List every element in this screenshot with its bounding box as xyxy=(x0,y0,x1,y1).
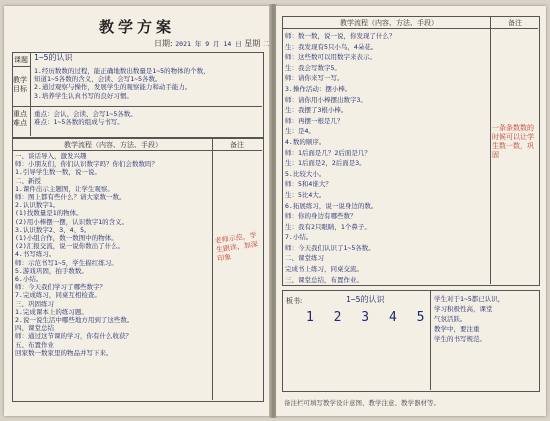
process-line: 师：请你来写一写。 xyxy=(285,74,344,83)
process-line: 师：请你用小棒摆出数字3。 xyxy=(285,95,367,104)
process-line: 完成书上练习，同桌交流。 xyxy=(285,265,363,274)
key-label: 重点难点 xyxy=(13,110,27,127)
process-line: 6.拓展练习，说一说身边的数。 xyxy=(285,201,378,210)
board-title: 1~5的认识 xyxy=(346,295,385,304)
reflection-line: 教学中，要注重 xyxy=(434,325,480,333)
process-line: (1)找数量是1的物体。 xyxy=(15,209,83,218)
process-header-divider xyxy=(12,150,262,151)
reflection-text xyxy=(434,294,536,344)
reflection-line: 气氛活跃。 xyxy=(434,315,467,323)
process-line: 二、新授 xyxy=(15,176,41,185)
process-line: 师：再摆一根是几？ xyxy=(285,116,344,125)
row-divider xyxy=(12,106,262,107)
goal-line: 1.经历数数的过程，能正确地数出数量是1~5的物体的个数， xyxy=(34,67,210,75)
notes-header: 备注 xyxy=(230,141,244,149)
board-reflection-divider xyxy=(430,290,431,390)
left-page xyxy=(4,6,270,416)
key-line: 难点：1~5各数的组成与书写。 xyxy=(34,118,124,127)
goal-line: 3.培养学生认真书写的良好习惯。 xyxy=(34,91,133,100)
process-line: 生：我摆了3根小棒。 xyxy=(285,106,348,115)
right-process-header: 教学流程（内容、方法、手段） xyxy=(340,19,438,27)
process-line: 3.认识数字2、3、4、5。 xyxy=(15,225,91,234)
process-line: 生：是4。 xyxy=(285,127,315,136)
process-line: 生：5比4大。 xyxy=(285,190,326,199)
process-line: 师：小朋友们，你们认识数字吗？你们会数数吗？ xyxy=(15,160,158,169)
topic-label: 课题 xyxy=(14,56,28,64)
page-title: 教学方案 xyxy=(99,18,176,36)
process-line: 2.说一说生活中哪些地方用到了这些数。 xyxy=(15,316,134,325)
process-line: (2)用小棒摆一摆，认识数字1的含义。 xyxy=(15,217,129,226)
right-notes-header: 备注 xyxy=(508,19,522,27)
process-line: 师：1后面是几？2后面是几？ xyxy=(285,148,371,157)
process-line: 师：通过这节课的学习，你有什么收获？ xyxy=(15,332,132,341)
key-text xyxy=(34,110,260,126)
key-line: 重点：会认、会读、会写1~5各数。 xyxy=(34,110,137,118)
process-line: 三、课堂总结，布置作业。 xyxy=(285,275,363,284)
goal-line: 2.通过观察与操作，发展学生的观察能力和动手能力。 xyxy=(34,83,192,92)
page-footer-note: 备注栏可填写教学设计意图、教学注意、教学器材等。 xyxy=(284,399,440,407)
process-line: 5.比较大小。 xyxy=(285,169,326,178)
right-page xyxy=(276,6,546,416)
goals-text xyxy=(34,67,260,100)
process-line: 师：今天我们学习了哪些数字？ xyxy=(15,283,106,292)
process-content xyxy=(15,152,211,357)
process-line: 1.引导学生数一数，说一说。 xyxy=(15,168,101,177)
board-label: 板书: xyxy=(286,297,303,305)
process-line: 五、布置作业 xyxy=(15,340,54,349)
right-header-divider xyxy=(282,28,538,29)
process-line: 7.小结。 xyxy=(285,233,313,242)
topic-value: 1~5的认识 xyxy=(34,53,73,62)
process-line: 师：示范书写1~5，学生描红练习。 xyxy=(15,258,118,267)
process-line: 师：今天我们认识了1~5各数。 xyxy=(285,243,375,252)
process-line: 5.游戏巩固，拍手数数。 xyxy=(15,266,88,275)
board-numbers: 1 2 3 4 5 xyxy=(306,310,431,325)
notes-column-divider xyxy=(212,138,213,400)
process-line: 生：我发现有5只小鸟，4朵花。 xyxy=(285,42,378,51)
goal-line: 知道1~5各数的含义，会读、会写1~5各数。 xyxy=(34,75,162,84)
process-header: 教学流程（内容、方法、手段） xyxy=(64,141,162,149)
process-line: 2.认识数字1。 xyxy=(15,201,60,210)
process-line: 师：图上都有些什么？请大家数一数。 xyxy=(15,193,126,202)
process-line: 1.完成课本上的练习题。 xyxy=(15,307,88,316)
right-process-content xyxy=(285,31,489,285)
process-line: 三、巩固练习 xyxy=(15,299,54,308)
process-line: 师：这些数可以用数字来表示。 xyxy=(285,53,376,62)
process-line: 3.操作活动：摆小棒。 xyxy=(285,84,352,93)
right-red-note: 一条条数数的时候可以让学生数一数，巩固 xyxy=(492,124,534,159)
weekday-value: 二 xyxy=(262,40,270,48)
process-line: 师：5和4谁大？ xyxy=(285,180,332,189)
process-line: 生：我会写数字5。 xyxy=(285,63,341,72)
process-line: 7.完成练习，同桌互相检查。 xyxy=(15,291,101,300)
process-line: 回家数一数家里的物品并写下来。 xyxy=(15,348,113,357)
reflection-line: 学生的书写规范。 xyxy=(434,335,486,343)
process-line: 4.数的顺序。 xyxy=(285,137,326,146)
reflection-line: 学习积极性高，课堂 xyxy=(434,305,493,313)
process-line: 师：数一数，说一说，你发现了什么？ xyxy=(285,32,396,40)
process-line: 二、课堂练习 xyxy=(285,254,324,263)
date-value: 2021 年 9 月 14 日 xyxy=(175,40,242,48)
goals-label: 教学目标 xyxy=(13,76,27,93)
teacher-red-note: 老师示范，学生跟读，加深印象 xyxy=(214,231,259,263)
date-label: 日期: xyxy=(154,39,173,48)
process-line: (2)汇报交流，说一说你数出了什么。 xyxy=(15,242,125,251)
process-line: 6.小结。 xyxy=(15,275,43,284)
process-line: 四、课堂总结 xyxy=(15,324,54,333)
reflection-line: 学生对于1~5都已认识， xyxy=(434,295,505,303)
process-line: (1)小组合作，数一数图中的物体。 xyxy=(15,234,118,243)
process-line: 师：你的身边有哪些数？ xyxy=(285,212,357,221)
right-notes-divider xyxy=(490,16,491,284)
date-line xyxy=(154,38,269,49)
process-line: 生：1后面是2，2后面是3。 xyxy=(285,159,366,168)
process-line: 1.课件出示主题图，让学生观察。 xyxy=(15,184,114,193)
process-line: 一、谈话导入，激发兴趣 xyxy=(15,152,87,160)
process-line: 4.书写练习。 xyxy=(15,250,56,259)
weekday-label: 星期 xyxy=(244,39,261,48)
process-line: 生：我有2只眼睛，1个鼻子。 xyxy=(285,222,371,231)
